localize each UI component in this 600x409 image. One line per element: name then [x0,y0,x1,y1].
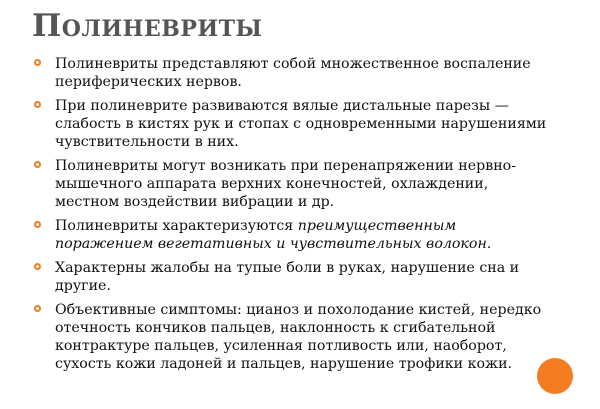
bullet-tail: . [486,236,492,252]
bullet-list [34,55,554,379]
bullet-item [34,259,554,295]
ring-bullet-icon [34,221,41,228]
bullet-text: Полиневриты могут возникать при перенапряжении нервно-мышечного аппарата верхних конечностей, охлаждении, местном воздействии вибрации и др. [55,158,516,210]
bullet-text: Полиневриты характеризуются [55,218,298,234]
bullet-text: При полиневрите развиваются вялые дистальные парезы — слабость в кистях рук и стопах с одновременными нарушениями чувствительности в них. [55,98,547,150]
bullet-item [34,55,554,91]
slide-title: Полиневриты [32,8,263,44]
bullet-item [34,217,554,253]
ring-bullet-icon [34,101,41,108]
bullet-text: Полиневриты представляют собой множественное воспаление периферических нервов. [55,56,531,90]
bullet-item [34,301,554,373]
ring-bullet-icon [34,305,41,312]
orange-circle-icon [537,358,573,394]
bullet-item [34,97,554,151]
bullet-text: Характерны жалобы на тупые боли в руках, нарушение сна и другие. [55,260,520,294]
ring-bullet-icon [34,59,41,66]
bullet-emphasis: преимущественным поражением вегетативных и чувствительных волокон [55,218,487,252]
bullet-item [34,157,554,211]
ring-bullet-icon [34,161,41,168]
bullet-text: Объективные симптомы: цианоз и похолодание кистей, нередко отечность кончиков пальцев, наклонность к сгибательной контрактуре пальцев, усиленная потливость или, наоборот, сухость кожи ладоней и пальцев, нарушение трофики кожи. [55,302,542,372]
ring-bullet-icon [34,263,41,270]
